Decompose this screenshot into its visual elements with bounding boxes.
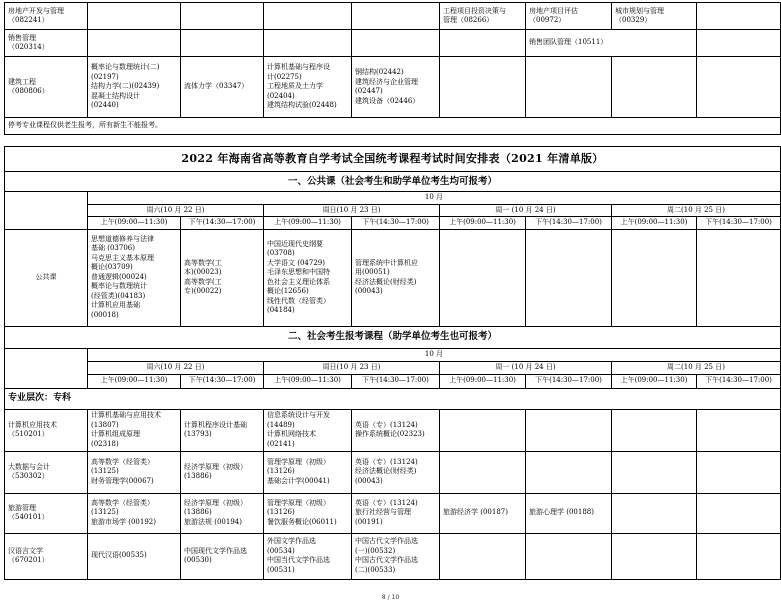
course-cell — [612, 493, 697, 533]
month-row — [5, 348, 781, 361]
session-row — [5, 374, 781, 388]
day-header: 周日(10 月 23 日) — [264, 361, 440, 374]
day-header: 周六(10 月 22 日) — [88, 204, 264, 217]
course-cell: 城市规划与管理 （00329） — [612, 3, 697, 30]
course-cell — [697, 533, 781, 579]
month-label: 10 月 — [88, 348, 781, 361]
page-number: 8 / 10 — [381, 594, 400, 601]
table-row — [5, 118, 781, 135]
course-cell: 钢结构(02442) 建筑经济与企业管理 (02447) 建筑设备（02446） — [352, 57, 440, 118]
major-cell: 大数据与会计 （530302） — [5, 451, 88, 493]
table-row — [5, 451, 781, 493]
session-header: 上午(09:00—11:30) — [440, 374, 526, 388]
course-cell: 管理学原理（初级） (13126) 基础会计学(00041) — [264, 451, 352, 493]
exam-schedule-table — [4, 146, 781, 580]
day-header: 周六(10 月 22 日) — [88, 361, 264, 374]
course-cell: 房地产项目评估 （00972） — [526, 3, 612, 30]
table-row — [5, 30, 781, 57]
course-cell — [697, 409, 781, 451]
day-header: 周二(10 月 25 日) — [612, 361, 781, 374]
course-cell: 旅游经济学 (00187) — [440, 493, 526, 533]
major-cell: 房地产开发与管理 （082241） — [5, 3, 88, 30]
course-cell: 管理学原理（初级） (13126) 餐饮服务概论(06011) — [264, 493, 352, 533]
day-row — [5, 361, 781, 374]
course-cell: 概率论与数理统计(二) (02197) 结构力学(二)(02439) 混凝土结构设计 (02440) — [88, 57, 181, 118]
course-cell: 现代汉语(00535) — [88, 533, 181, 579]
course-cell: 高等数学（经管类） (13125) 旅游市场学 (00192) — [88, 493, 181, 533]
note-cell: 停考专业课程仅供老生报考，所有新生不能报考。 — [5, 118, 781, 135]
course-cell: 英语（专）(13124) 旅行社经营与管理 (00191) — [352, 493, 440, 533]
session-header: 上午(09:00—11:30) — [612, 217, 697, 230]
title-row — [5, 147, 781, 172]
course-cell: 高等数学(工 本)(00023) 高等数学(工 专)(00022) — [181, 229, 264, 326]
course-cell: 英语（专）(13124) 操作系统概论(02323) — [352, 409, 440, 451]
table-row — [5, 3, 781, 30]
major-cell: 汉语言文学 （670201） — [5, 533, 88, 579]
session-row — [5, 217, 781, 230]
major-cell: 建筑工程 （080806） — [5, 57, 88, 118]
category-cell: 公共课 — [5, 229, 88, 326]
table-row — [5, 493, 781, 533]
session-header: 上午(09:00—11:30) — [88, 217, 181, 230]
session-header: 上午(09:00—11:30) — [264, 374, 352, 388]
course-cell: 高等数学（经管类） (13125) 财务管理学(00067) — [88, 451, 181, 493]
course-cell: 销售团队管理（10511） — [526, 30, 697, 57]
table-row — [5, 229, 781, 326]
course-cell — [526, 409, 612, 451]
day-row — [5, 204, 781, 217]
month-row — [5, 192, 781, 205]
course-cell — [440, 451, 526, 493]
course-cell: 英语（专）(13124) 经济法概论(财经类) (00043) — [352, 451, 440, 493]
course-cell: 中国古代文学作品选 (一)(00532) 中国古代文学作品选 (二)(00533) — [352, 533, 440, 579]
course-cell — [612, 409, 697, 451]
course-cell — [526, 451, 612, 493]
session-header: 下午(14:30—17:00) — [181, 217, 264, 230]
course-cell — [697, 451, 781, 493]
table-row — [5, 533, 781, 579]
session-header: 上午(09:00—11:30) — [440, 217, 526, 230]
day-header: 周日(10 月 23 日) — [264, 204, 440, 217]
course-cell: 工程项目投资决策与 管理（08266） — [440, 3, 526, 30]
course-cell — [526, 533, 612, 579]
page-title: 2022 年海南省高等教育自学考试全国统考课程考试时间安排表（2021 年清单版） — [5, 147, 781, 172]
course-cell: 外国文学作品选 (00534) 中国当代文学作品选 (00531) — [264, 533, 352, 579]
day-header: 周二(10 月 25 日) — [612, 204, 781, 217]
section-row — [5, 172, 781, 192]
session-header: 下午(14:30—17:00) — [526, 374, 612, 388]
course-cell: 中国近现代史纲要 (03708) 大学语文 (04729) 毛泽东思想和中国特 色社会主义理论体系 概论(12656) 线性代数（经管类） (04184) — [264, 229, 352, 326]
major-cell: 计算机应用技术 （510201） — [5, 409, 88, 451]
table-row — [5, 409, 781, 451]
course-cell: 流体力学（03347） — [181, 57, 264, 118]
major-cell: 旅游管理 （540101） — [5, 493, 88, 533]
course-cell: 中国现代文学作品选 (00530) — [181, 533, 264, 579]
session-header: 下午(14:30—17:00) — [526, 217, 612, 230]
course-cell — [440, 409, 526, 451]
major-cell: 销售管理 （020314） — [5, 30, 88, 57]
session-header: 上午(09:00—11:30) — [612, 374, 697, 388]
course-cell — [697, 493, 781, 533]
course-cell: 经济学原理（初级） (13886) 旅游法规 (00194) — [181, 493, 264, 533]
session-header: 下午(14:30—17:00) — [181, 374, 264, 388]
section-heading: 二、社会考生报考课程（助学单位考生也可报考） — [5, 326, 781, 348]
month-label: 10 月 — [88, 192, 781, 205]
session-header: 上午(09:00—11:30) — [264, 217, 352, 230]
previous-schedule-table — [4, 2, 781, 135]
session-header: 下午(14:30—17:00) — [697, 217, 781, 230]
session-header: 下午(14:30—17:00) — [352, 217, 440, 230]
table-row — [5, 57, 781, 118]
course-cell: 经济学原理（初级） (13886) — [181, 451, 264, 493]
session-header: 下午(14:30—17:00) — [352, 374, 440, 388]
day-header: 周一 (10 月 24 日) — [440, 361, 612, 374]
course-cell: 计算机程序设计基础 (13793) — [181, 409, 264, 451]
course-cell: 思想道德修养与法律 基础 (03706) 马克思主义基本原理 概论(03709) 普通逻辑(00024) 概率论与数理统计 (经管类)(04183) 计算机应用基础 (00018) — [88, 229, 181, 326]
course-cell — [612, 451, 697, 493]
course-cell: 管理系统中计算机应 用(00051) 经济法概论(财经类) (00043) — [352, 229, 440, 326]
course-cell: 旅游心理学 (00188) — [526, 493, 612, 533]
course-cell: 计算机基础与应用技术 (13807) 计算机组成原理 (02318) — [88, 409, 181, 451]
course-cell — [612, 533, 697, 579]
course-cell: 计算机基础与程序设 计(02275) 工程地质及土力学 (02404) 建筑结构试验(02448) — [264, 57, 352, 118]
level-row — [5, 388, 781, 409]
day-header: 周一 (10 月 24 日) — [440, 204, 612, 217]
section-heading: 一、公共课（社会考生和助学单位考生均可报考） — [5, 172, 781, 192]
session-header: 下午(14:30—17:00) — [697, 374, 781, 388]
course-cell: 信息系统设计与开发 (14489) 计算机网络技术 (02141) — [264, 409, 352, 451]
session-header: 上午(09:00—11:30) — [88, 374, 181, 388]
level-heading: 专业层次：专科 — [5, 388, 781, 409]
course-cell — [440, 533, 526, 579]
section-row — [5, 326, 781, 348]
